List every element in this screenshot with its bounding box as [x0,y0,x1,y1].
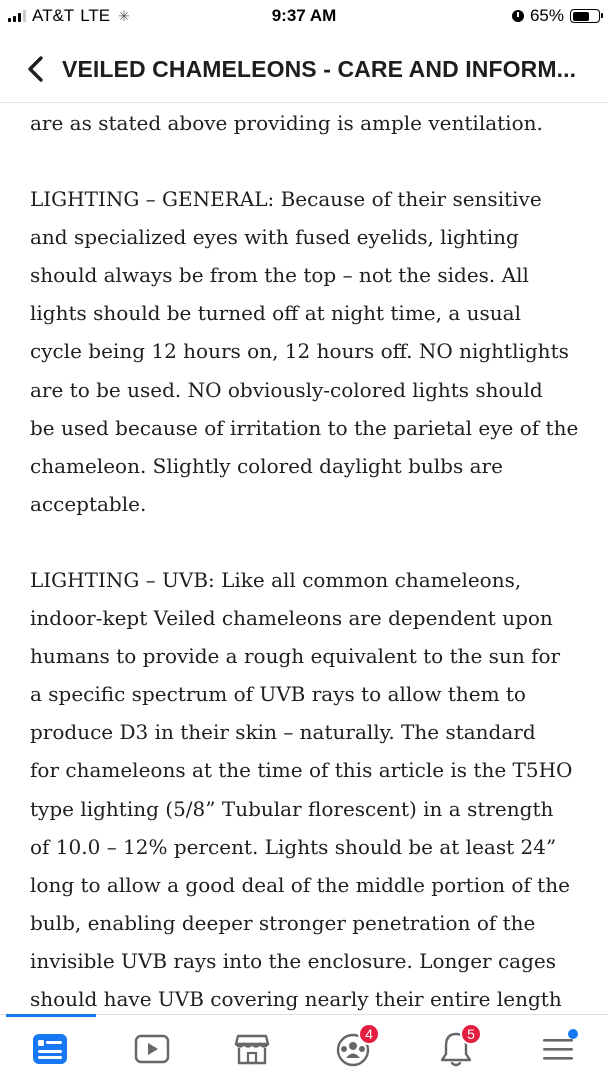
tab-watch[interactable] [122,1025,182,1073]
battery-icon [570,9,600,23]
tab-groups[interactable] [324,1025,384,1073]
clock: 9:37 AM [271,6,337,25]
battery-percent: 65% [529,6,564,25]
activity-spinner-icon: ✳ [118,7,130,24]
tab-menu[interactable] [528,1025,588,1073]
alarm-lock-icon [512,10,524,22]
active-tab-indicator [6,1014,96,1017]
battery-fill [573,12,589,21]
article-header [0,38,608,103]
tab-marketplace[interactable] [222,1025,282,1073]
groups-badge: 4 [358,1023,380,1045]
status-right [512,6,600,26]
bottom-tab-bar [0,1014,608,1080]
notifications-badge: 5 [460,1023,482,1045]
news-feed-icon [32,1033,68,1065]
carrier-name: AT&T [32,6,75,25]
article-paragraph: LIGHTING – GENERAL: Because of their sensitive and specialized eyes with fused eyelids, lighting should always be from the top – not the sides. All lights should be turned off at night time, a usual cycle being 12 hours on, 12 hours off. NO nightlights are to be used. NO obviously-colored lights should be used because of irritation to the parietal eye of the chameleon. Slightly colored daylight bulbs are acceptable. [30,187,579,516]
tab-news-feed[interactable] [20,1025,80,1073]
page-title: VEILED CHAMELEONS - CARE AND INFORM... [62,56,577,82]
watch-icon [134,1034,170,1064]
status-bar [0,0,608,32]
network-type: LTE [80,6,111,25]
back-button[interactable] [20,52,50,86]
marketplace-icon [234,1032,270,1066]
article-body[interactable] [30,104,590,1012]
article-paragraph: LIGHTING – UVB: Like all common chameleons, indoor-kept Veiled chameleons are dependent upon humans to provide a rough equivalent to the sun for a specific spectrum of UVB rays to allow them to produce D3 in their skin – naturally. The standard for chameleons at the time of this article is the T5HO type lighting (5/8” Tubular florescent) in a strength of 10.0 – 12% percent. Lights should be at least 24” long to allow a good deal of the middle portion of the bulb, enabling deeper stronger penetration of the invisible UVB rays into the enclosure. Longer cages should have UVB covering nearly their entire length [30,567,573,1011]
tab-notifications[interactable] [426,1025,486,1073]
article-paragraph: are as stated above providing is ample ventilation. [30,111,543,135]
menu-notification-dot [568,1029,578,1039]
chevron-left-icon [26,55,44,83]
